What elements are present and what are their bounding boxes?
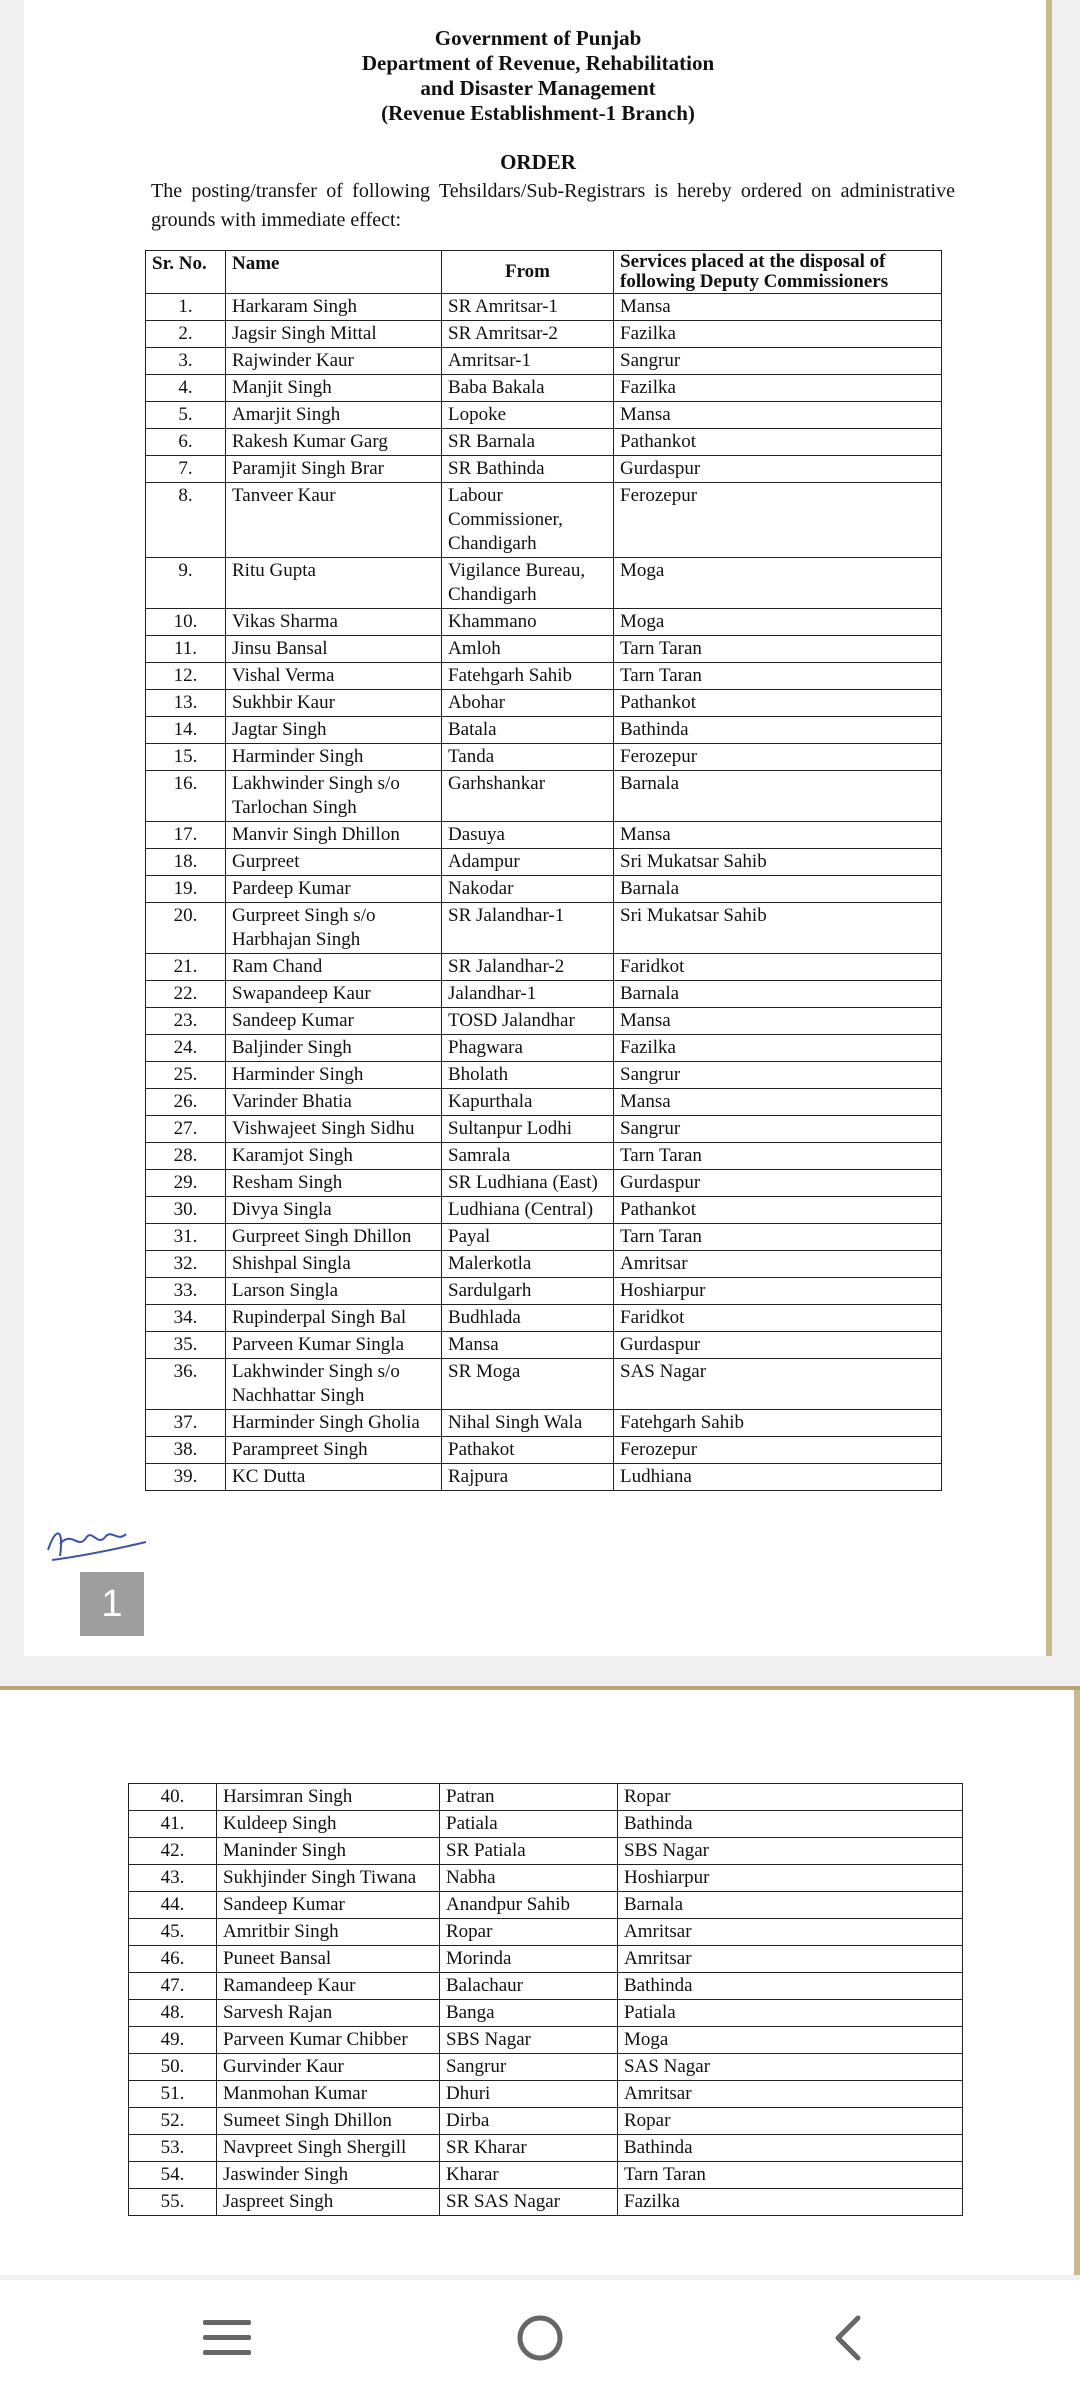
sr-cell: 28.	[146, 1143, 226, 1170]
services-cell: Amritsar	[618, 1919, 963, 1946]
services-cell: Gurdaspur	[614, 1332, 942, 1359]
table-row	[146, 1464, 942, 1491]
sr-cell: 53.	[129, 2135, 217, 2162]
name-cell: Harminder Singh Gholia	[226, 1410, 442, 1437]
sr-cell: 48.	[129, 2000, 217, 2027]
sr-cell: 24.	[146, 1035, 226, 1062]
table-row	[146, 1251, 942, 1278]
services-cell: Mansa	[614, 1089, 942, 1116]
sr-cell: 26.	[146, 1089, 226, 1116]
services-cell: Patiala	[618, 2000, 963, 2027]
name-cell: Swapandeep Kaur	[226, 981, 442, 1008]
sr-cell: 29.	[146, 1170, 226, 1197]
sr-cell: 47.	[129, 1973, 217, 2000]
from-cell: Samrala	[442, 1143, 614, 1170]
from-cell: Labour Commissioner, Chandigarh	[442, 483, 614, 558]
name-cell: Gurpreet Singh s/o Harbhajan Singh	[226, 903, 442, 954]
services-cell: Tarn Taran	[614, 1143, 942, 1170]
table-row	[129, 1946, 963, 1973]
from-cell: Tanda	[442, 744, 614, 771]
from-cell: Kapurthala	[442, 1089, 614, 1116]
table-row	[129, 2162, 963, 2189]
name-cell: Rakesh Kumar Garg	[226, 429, 442, 456]
from-cell: Banga	[440, 2000, 618, 2027]
services-cell: SAS Nagar	[618, 2054, 963, 2081]
sr-cell: 46.	[129, 1946, 217, 1973]
from-cell: Kharar	[440, 2162, 618, 2189]
table-row	[146, 1224, 942, 1251]
table-row	[129, 1838, 963, 1865]
name-cell: Varinder Bhatia	[226, 1089, 442, 1116]
sr-cell: 55.	[129, 2189, 217, 2216]
services-cell: Bathinda	[618, 1811, 963, 1838]
sr-cell: 10.	[146, 609, 226, 636]
sr-cell: 15.	[146, 744, 226, 771]
name-cell: Vishwajeet Singh Sidhu	[226, 1116, 442, 1143]
table-row	[146, 1437, 942, 1464]
sr-cell: 38.	[146, 1437, 226, 1464]
services-cell: Gurdaspur	[614, 1170, 942, 1197]
name-cell: Larson Singla	[226, 1278, 442, 1305]
name-cell: Harminder Singh	[226, 744, 442, 771]
name-cell: Jinsu Bansal	[226, 636, 442, 663]
services-cell: Barnala	[614, 981, 942, 1008]
name-cell: Sumeet Singh Dhillon	[217, 2108, 440, 2135]
name-cell: Ritu Gupta	[226, 558, 442, 609]
table-row	[146, 744, 942, 771]
name-cell: Kuldeep Singh	[217, 1811, 440, 1838]
name-cell: Lakhwinder Singh s/o Tarlochan Singh	[226, 771, 442, 822]
name-cell: Vikas Sharma	[226, 609, 442, 636]
from-cell: Malerkotla	[442, 1251, 614, 1278]
from-cell: Mansa	[442, 1332, 614, 1359]
name-cell: Sukhjinder Singh Tiwana	[217, 1865, 440, 1892]
name-cell: Gurvinder Kaur	[217, 2054, 440, 2081]
from-cell: Bholath	[442, 1062, 614, 1089]
table-row	[146, 1305, 942, 1332]
table-row	[129, 2081, 963, 2108]
services-cell: Amritsar	[618, 2081, 963, 2108]
table-row	[146, 294, 942, 321]
table-row	[146, 636, 942, 663]
services-cell: Tarn Taran	[614, 1224, 942, 1251]
table-row	[146, 1143, 942, 1170]
name-cell: Manvir Singh Dhillon	[226, 822, 442, 849]
sr-cell: 4.	[146, 375, 226, 402]
from-cell: Nakodar	[442, 876, 614, 903]
name-cell: Harkaram Singh	[226, 294, 442, 321]
from-cell: Rajpura	[442, 1464, 614, 1491]
services-cell: Sangrur	[614, 1116, 942, 1143]
from-cell: Jalandhar-1	[442, 981, 614, 1008]
sr-cell: 5.	[146, 402, 226, 429]
sr-cell: 25.	[146, 1062, 226, 1089]
sr-cell: 51.	[129, 2081, 217, 2108]
from-cell: Sangrur	[440, 2054, 618, 2081]
services-cell: Ferozepur	[614, 483, 942, 558]
sr-cell: 22.	[146, 981, 226, 1008]
services-cell: Gurdaspur	[614, 456, 942, 483]
sr-cell: 42.	[129, 1838, 217, 1865]
from-cell: Vigilance Bureau, Chandigarh	[442, 558, 614, 609]
name-cell: Lakhwinder Singh s/o Nachhattar Singh	[226, 1359, 442, 1410]
services-cell: Ferozepur	[614, 1437, 942, 1464]
from-cell: SR SAS Nagar	[440, 2189, 618, 2216]
from-cell: SR Bathinda	[442, 456, 614, 483]
table-row	[129, 2000, 963, 2027]
sr-cell: 2.	[146, 321, 226, 348]
from-cell: Nihal Singh Wala	[442, 1410, 614, 1437]
sr-cell: 6.	[146, 429, 226, 456]
services-cell: Mansa	[614, 402, 942, 429]
from-cell: SR Patiala	[440, 1838, 618, 1865]
table-row	[146, 717, 942, 744]
from-cell: Morinda	[440, 1946, 618, 1973]
table-row	[146, 321, 942, 348]
sr-cell: 45.	[129, 1919, 217, 1946]
from-cell: Sardulgarh	[442, 1278, 614, 1305]
from-cell: Patiala	[440, 1811, 618, 1838]
table-row	[146, 876, 942, 903]
services-cell: Faridkot	[614, 954, 942, 981]
name-cell: Sarvesh Rajan	[217, 2000, 440, 2027]
sr-cell: 12.	[146, 663, 226, 690]
order-intro: The posting/transfer of following Tehsildars/Sub-Registrars is hereby ordered on administrative grounds with immediate effect:	[151, 180, 955, 231]
sr-cell: 49.	[129, 2027, 217, 2054]
from-cell: Pathakot	[442, 1437, 614, 1464]
sr-cell: 44.	[129, 1892, 217, 1919]
name-cell: Vishal Verma	[226, 663, 442, 690]
page-number-badge: 1	[80, 1572, 144, 1636]
sr-cell: 39.	[146, 1464, 226, 1491]
from-cell: Baba Bakala	[442, 375, 614, 402]
services-cell: Fatehgarh Sahib	[614, 1410, 942, 1437]
table-row	[146, 402, 942, 429]
from-cell: Lopoke	[442, 402, 614, 429]
name-cell: Sukhbir Kaur	[226, 690, 442, 717]
from-cell: Khammano	[442, 609, 614, 636]
services-cell: Ropar	[618, 2108, 963, 2135]
name-cell: Parveen Kumar Singla	[226, 1332, 442, 1359]
table-row	[146, 1359, 942, 1410]
name-cell: Jagsir Singh Mittal	[226, 321, 442, 348]
services-cell: Amritsar	[614, 1251, 942, 1278]
header-government: Government of Punjab	[434, 26, 642, 50]
services-cell: Mansa	[614, 1008, 942, 1035]
services-cell: Hoshiarpur	[614, 1278, 942, 1305]
sr-cell: 50.	[129, 2054, 217, 2081]
name-cell: Baljinder Singh	[226, 1035, 442, 1062]
table-row	[129, 1865, 963, 1892]
android-nav-bar	[0, 2280, 1080, 2392]
from-cell: Ropar	[440, 1919, 618, 1946]
name-cell: Jaswinder Singh	[217, 2162, 440, 2189]
from-cell: Batala	[442, 717, 614, 744]
sr-cell: 31.	[146, 1224, 226, 1251]
table-row	[146, 822, 942, 849]
transfer-table-page-1	[145, 250, 942, 1491]
services-cell: Pathankot	[614, 1197, 942, 1224]
header-department-cont: and Disaster Management	[420, 76, 656, 100]
table-row	[146, 903, 942, 954]
signature-mark	[42, 1520, 152, 1564]
name-cell: Gurpreet	[226, 849, 442, 876]
sr-cell: 14.	[146, 717, 226, 744]
table-row	[129, 1919, 963, 1946]
name-cell: Rupinderpal Singh Bal	[226, 1305, 442, 1332]
name-cell: Rajwinder Kaur	[226, 348, 442, 375]
services-cell: Moga	[618, 2027, 963, 2054]
table-row	[129, 2108, 963, 2135]
sr-cell: 16.	[146, 771, 226, 822]
services-cell: Sri Mukatsar Sahib	[614, 849, 942, 876]
table-row	[129, 2054, 963, 2081]
name-cell: Gurpreet Singh Dhillon	[226, 1224, 442, 1251]
from-cell: Dirba	[440, 2108, 618, 2135]
sr-cell: 36.	[146, 1359, 226, 1410]
sr-cell: 43.	[129, 1865, 217, 1892]
table-row	[129, 1892, 963, 1919]
table-row	[146, 483, 942, 558]
name-cell: Manjit Singh	[226, 375, 442, 402]
table-row	[129, 1973, 963, 2000]
table-row	[129, 1811, 963, 1838]
table-row	[146, 1197, 942, 1224]
table-row	[129, 2135, 963, 2162]
from-cell: SR Jalandhar-1	[442, 903, 614, 954]
sr-cell: 23.	[146, 1008, 226, 1035]
table-row	[129, 2027, 963, 2054]
services-cell: Tarn Taran	[618, 2162, 963, 2189]
services-cell: Fazilka	[614, 321, 942, 348]
table-row	[146, 663, 942, 690]
services-cell: Sangrur	[614, 348, 942, 375]
from-cell: SR Kharar	[440, 2135, 618, 2162]
sr-cell: 21.	[146, 954, 226, 981]
table-row	[146, 1170, 942, 1197]
table-row	[146, 1062, 942, 1089]
name-cell: Divya Singla	[226, 1197, 442, 1224]
home-circle-icon[interactable]	[510, 2308, 570, 2368]
services-cell: Tarn Taran	[614, 636, 942, 663]
from-cell: Nabha	[440, 1865, 618, 1892]
from-cell: Fatehgarh Sahib	[442, 663, 614, 690]
services-cell: Amritsar	[618, 1946, 963, 1973]
table-row	[146, 1008, 942, 1035]
menu-icon[interactable]	[198, 2308, 258, 2368]
services-cell: Fazilka	[614, 375, 942, 402]
table-row	[146, 609, 942, 636]
name-cell: Amritbir Singh	[217, 1919, 440, 1946]
services-cell: Moga	[614, 558, 942, 609]
table-row	[129, 1784, 963, 1811]
table-row	[146, 954, 942, 981]
name-cell: Tanveer Kaur	[226, 483, 442, 558]
table-row	[146, 1089, 942, 1116]
services-cell: Barnala	[618, 1892, 963, 1919]
table-row	[146, 456, 942, 483]
page-edge	[1074, 1690, 1080, 2275]
from-cell: Ludhiana (Central)	[442, 1197, 614, 1224]
name-cell: Ramandeep Kaur	[217, 1973, 440, 2000]
document-page-1	[24, 0, 1052, 1656]
sr-cell: 17.	[146, 822, 226, 849]
table-row	[146, 1116, 942, 1143]
table-row	[146, 771, 942, 822]
name-cell: Navpreet Singh Shergill	[217, 2135, 440, 2162]
from-cell: Garhshankar	[442, 771, 614, 822]
sr-cell: 27.	[146, 1116, 226, 1143]
from-cell: SR Amritsar-2	[442, 321, 614, 348]
name-cell: Jagtar Singh	[226, 717, 442, 744]
order-title: ORDER	[500, 150, 576, 174]
page-edge	[1046, 0, 1052, 1656]
table-header-row	[146, 251, 942, 294]
name-cell: Parampreet Singh	[226, 1437, 442, 1464]
table-row	[146, 690, 942, 717]
services-cell: Ludhiana	[614, 1464, 942, 1491]
from-cell: SR Ludhiana (East)	[442, 1170, 614, 1197]
services-cell: SAS Nagar	[614, 1359, 942, 1410]
name-cell: Maninder Singh	[217, 1838, 440, 1865]
sr-cell: 54.	[129, 2162, 217, 2189]
services-cell: Faridkot	[614, 1305, 942, 1332]
name-cell: Sandeep Kumar	[217, 1892, 440, 1919]
table-row	[146, 1035, 942, 1062]
services-cell: Mansa	[614, 822, 942, 849]
services-cell: Ropar	[618, 1784, 963, 1811]
table-row	[146, 558, 942, 609]
services-cell: Pathankot	[614, 429, 942, 456]
from-cell: Balachaur	[440, 1973, 618, 2000]
header-department: Department of Revenue, Rehabilitation	[361, 51, 715, 75]
from-cell: Patran	[440, 1784, 618, 1811]
sr-cell: 7.	[146, 456, 226, 483]
sr-cell: 19.	[146, 876, 226, 903]
services-cell: Mansa	[614, 294, 942, 321]
from-cell: Amloh	[442, 636, 614, 663]
services-cell: Tarn Taran	[614, 663, 942, 690]
name-cell: Karamjot Singh	[226, 1143, 442, 1170]
name-cell: Manmohan Kumar	[217, 2081, 440, 2108]
from-cell: Anandpur Sahib	[440, 1892, 618, 1919]
sr-cell: 41.	[129, 1811, 217, 1838]
table-row	[129, 2189, 963, 2216]
services-cell: Ferozepur	[614, 744, 942, 771]
sr-cell: 35.	[146, 1332, 226, 1359]
table-row	[146, 981, 942, 1008]
sr-cell: 3.	[146, 348, 226, 375]
services-cell: Fazilka	[618, 2189, 963, 2216]
transfer-table-page-2	[128, 1783, 963, 2216]
sr-cell: 11.	[146, 636, 226, 663]
name-cell: Resham Singh	[226, 1170, 442, 1197]
sr-cell: 33.	[146, 1278, 226, 1305]
services-cell: Sri Mukatsar Sahib	[614, 903, 942, 954]
from-cell: SBS Nagar	[440, 2027, 618, 2054]
name-cell: Pardeep Kumar	[226, 876, 442, 903]
table-row	[146, 375, 942, 402]
name-cell: Harminder Singh	[226, 1062, 442, 1089]
name-cell: Jaspreet Singh	[217, 2189, 440, 2216]
from-cell: Payal	[442, 1224, 614, 1251]
sr-cell: 20.	[146, 903, 226, 954]
header-branch: (Revenue Establishment-1 Branch)	[381, 101, 695, 125]
sr-cell: 32.	[146, 1251, 226, 1278]
services-cell: Hoshiarpur	[618, 1865, 963, 1892]
services-cell: SBS Nagar	[618, 1838, 963, 1865]
sr-cell: 37.	[146, 1410, 226, 1437]
from-cell: SR Barnala	[442, 429, 614, 456]
name-cell: Sandeep Kumar	[226, 1008, 442, 1035]
services-cell: Moga	[614, 609, 942, 636]
from-cell: Budhlada	[442, 1305, 614, 1332]
services-cell: Bathinda	[614, 717, 942, 744]
name-cell: Shishpal Singla	[226, 1251, 442, 1278]
table-row	[146, 429, 942, 456]
services-cell: Bathinda	[618, 2135, 963, 2162]
sr-cell: 34.	[146, 1305, 226, 1332]
name-cell: Amarjit Singh	[226, 402, 442, 429]
name-cell: Puneet Bansal	[217, 1946, 440, 1973]
sr-cell: 9.	[146, 558, 226, 609]
from-cell: Dasuya	[442, 822, 614, 849]
name-cell: Harsimran Singh	[217, 1784, 440, 1811]
table-row	[146, 348, 942, 375]
column-header-sr: Sr. No.	[146, 251, 226, 294]
table-row	[146, 1278, 942, 1305]
from-cell: Dhuri	[440, 2081, 618, 2108]
document-page-2	[0, 1690, 1080, 2275]
sr-cell: 13.	[146, 690, 226, 717]
from-cell: Phagwara	[442, 1035, 614, 1062]
back-chevron-icon[interactable]	[820, 2308, 880, 2368]
services-cell: Barnala	[614, 771, 942, 822]
services-cell: Bathinda	[618, 1973, 963, 2000]
column-header-services: Services placed at the disposal of following Deputy Commissioners	[614, 251, 942, 294]
from-cell: Sultanpur Lodhi	[442, 1116, 614, 1143]
from-cell: TOSD Jalandhar	[442, 1008, 614, 1035]
column-header-from: From	[442, 251, 614, 294]
from-cell: Abohar	[442, 690, 614, 717]
table-row	[146, 849, 942, 876]
from-cell: SR Moga	[442, 1359, 614, 1410]
name-cell: KC Dutta	[226, 1464, 442, 1491]
sr-cell: 18.	[146, 849, 226, 876]
services-cell: Sangrur	[614, 1062, 942, 1089]
services-cell: Pathankot	[614, 690, 942, 717]
name-cell: Parveen Kumar Chibber	[217, 2027, 440, 2054]
name-cell: Paramjit Singh Brar	[226, 456, 442, 483]
name-cell: Ram Chand	[226, 954, 442, 981]
sr-cell: 1.	[146, 294, 226, 321]
table-row	[146, 1410, 942, 1437]
from-cell: SR Amritsar-1	[442, 294, 614, 321]
services-cell: Barnala	[614, 876, 942, 903]
table-row	[146, 1332, 942, 1359]
column-header-name: Name	[226, 251, 442, 294]
sr-cell: 30.	[146, 1197, 226, 1224]
from-cell: Adampur	[442, 849, 614, 876]
sr-cell: 40.	[129, 1784, 217, 1811]
from-cell: Amritsar-1	[442, 348, 614, 375]
sr-cell: 8.	[146, 483, 226, 558]
from-cell: SR Jalandhar-2	[442, 954, 614, 981]
sr-cell: 52.	[129, 2108, 217, 2135]
services-cell: Fazilka	[614, 1035, 942, 1062]
